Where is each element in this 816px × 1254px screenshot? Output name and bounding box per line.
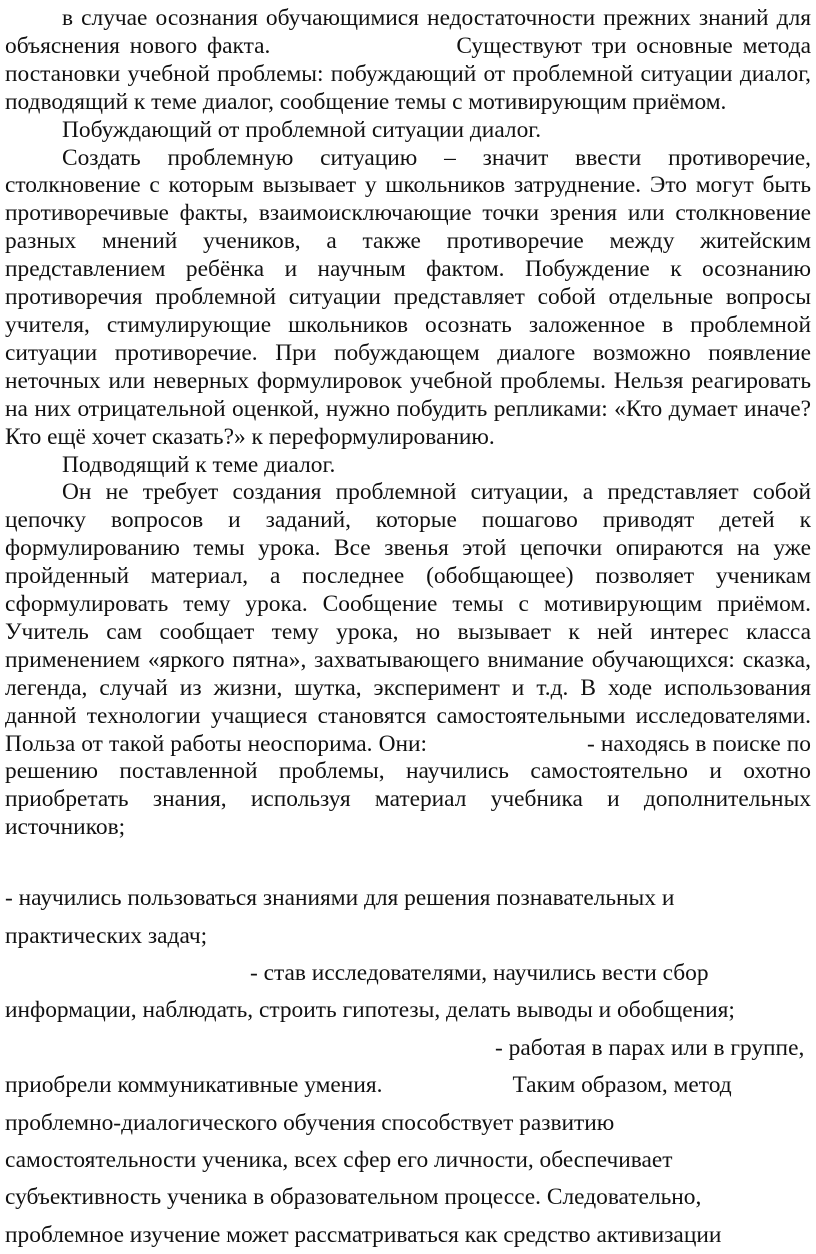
document-page	[5, 0, 811, 1254]
paragraph-problem-situation: Создать проблемную ситуацию – значит ввести противоречие, столкновение с которым вызывает у школьников затруднение. Это могут быть противоречивые факты, взаимоисключающие точки зрения или столкновение разных мнений учеников, а также противоречие между житейским представлением ребёнка и научным фактом. Побуждение к осознанию противоречия проблемной ситуации представляет собой отдельные вопросы учителя, стимулирующие школьников осознать заложенное в проблемной ситуации противоречие. При побуждающем диалоге возможно появление неточных или неверных формулировок учебной проблемы. Нельзя реагировать на них отрицательной оценкой, нужно побудить репликами: «Кто думает иначе? Кто ещё хочет сказать?» к переформулированию.	[5, 144, 811, 450]
methods-overview-text: Существуют три основные метода постановки учебной проблемы: побуждающий от проблемной ситуации диалог, подводящий к теме диалог, сообщение темы с мотивирующим приёмом.	[5, 32, 811, 115]
section-heading-leading-dialog: Подводящий к теме диалог.	[62, 451, 336, 478]
benefit-item-teamwork	[5, 1030, 811, 1254]
paragraph-leading-dialog	[5, 479, 811, 842]
benefit-item-teamwork-text: - работая в парах или в группе, приобрели коммуникативные умения.	[5, 1034, 805, 1099]
benefit-item-knowledge: - научились пользоваться знаниями для решения познавательных и практических задач;	[5, 885, 675, 949]
benefit-item-search: - находясь в поиске по решению поставленной проблемы, научились самостоятельно и охотно приобретать знания, используя материал учебника и дополнительных источников;	[5, 730, 812, 841]
paragraph-leading-dialog-text: Он не требует создания проблемной ситуации, а представляет собой цепочку вопросов и заданий, которые пошагово приводят детей к формулированию темы урока. Все звенья этой цепочки опираются на уже пройденный материал, а последнее (обобщающее) позволяет ученикам сформулировать тему урока. Сообщение темы с мотивирующим приёмом. Учитель сам сообщает тему урока, но вызывает к ней интерес класса применением «яркого пятна», захватывающего внимание обучающихся: сказка, легенда, случай из жизни, шутка, эксперимент и т.д. В ходе использования данной технологии учащиеся становятся самостоятельными исследователями. Польза от такой работы неоспорима. Они:	[5, 479, 811, 757]
benefit-item-research-text: - став исследователями, научились вести сбор информации, наблюдать, строить гипотезы, делать выводы и обобщения;	[5, 960, 735, 1024]
paragraph-intro-text: в случае осознания обучающимися недостаточности прежних знаний для объяснения нового факта.	[5, 5, 811, 59]
paragraph-intro	[5, 0, 811, 117]
benefit-item-research	[5, 955, 811, 1030]
section-heading-dialog: Побуждающий от проблемной ситуации диалог.	[62, 116, 542, 143]
conclusion-text: Таким образом, метод проблемно-диалогического обучения способствует развитию самостоятельности ученика, всех сфер его личности, обеспечивает субъективность ученика в образовательном процессе. Следовательно, проблемное изучение может рассматриваться как средство активизации	[5, 1072, 732, 1248]
